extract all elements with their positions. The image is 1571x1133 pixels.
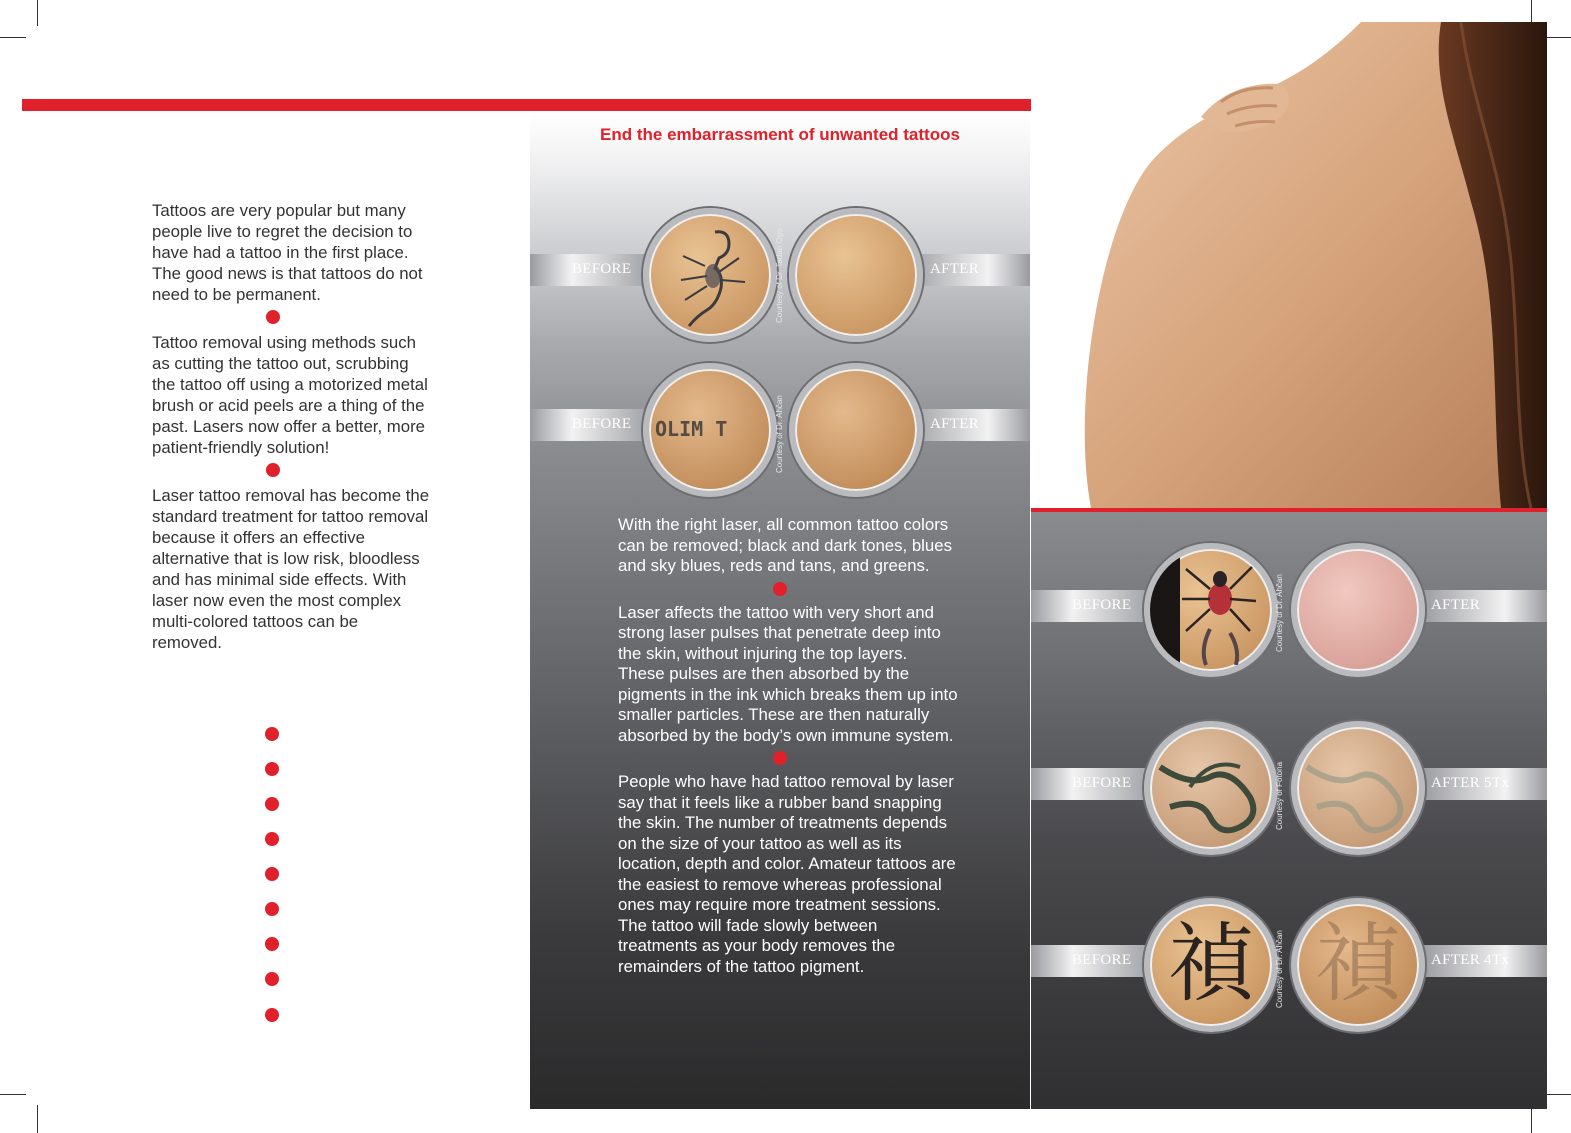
after-band xyxy=(1407,945,1547,977)
after-label: AFTER xyxy=(930,261,980,277)
before-label: BEFORE xyxy=(1072,952,1132,968)
tribal-tattoo-icon xyxy=(1150,727,1272,849)
before-photo xyxy=(1144,543,1278,677)
before-label: BEFORE xyxy=(1072,597,1132,613)
middle-paragraph: With the right laser, all common tattoo colors can be removed; black and dark tones, blues and sky blues, reds and tans, and greens. xyxy=(618,515,952,575)
after-photo xyxy=(1291,543,1425,677)
bullet-dot xyxy=(265,902,279,916)
before-label: BEFORE xyxy=(572,416,632,432)
right-panel xyxy=(1031,508,1547,1109)
bullet-dot xyxy=(265,867,279,881)
crop-mark xyxy=(1531,1105,1532,1133)
before-label: BEFORE xyxy=(1072,775,1132,791)
courtesy-credit: Courtesy of Dr. Ahčan xyxy=(1275,930,1284,1008)
bullet-dot xyxy=(265,937,279,951)
crop-mark xyxy=(0,1094,26,1095)
before-photo xyxy=(643,208,777,342)
lettering-tattoo: OLIM T xyxy=(655,417,728,441)
before-label: BEFORE xyxy=(572,261,632,277)
courtesy-credit: Courtesy of Dr. Tadao Ogo xyxy=(775,228,784,323)
crop-mark xyxy=(1545,1094,1571,1095)
bullet-dot xyxy=(265,832,279,846)
middle-text xyxy=(618,515,958,977)
after-label: AFTER 5Tx xyxy=(1431,775,1510,791)
bullet-dot xyxy=(265,972,279,986)
bullet-dot xyxy=(773,751,787,765)
top-red-bar xyxy=(22,99,1127,111)
before-photo xyxy=(643,363,777,497)
middle-paragraph: People who have had tattoo removal by laser say that it feels like a rubber band snapping the skin. The number of treatments depends on the size of your tattoo as well as its location, depth and color. Amateur tattoos are the easiest to remove whereas professional ones may require more treatment sessions. The tattoo will fade slowly between treatments as your body removes the remainders of the tattoo pigment. xyxy=(618,772,956,976)
middle-paragraph: Laser affects the tattoo with very short and strong laser pulses that penetrate deep into the skin, without injuring the top layers. These pulses are then absorbed by the pigments in the ink which breaks them up into smaller particles. These are then naturally absorbed by the body’s own immune system. xyxy=(618,602,958,745)
crop-mark xyxy=(37,1105,38,1133)
bullet-dot xyxy=(773,582,787,596)
bullet-dot xyxy=(265,1008,279,1022)
left-paragraph: Tattoos are very popular but many people live to regret the decision to have had a tattoo in the first place. The good news is that tattoos do not need to be permanent. xyxy=(152,201,423,304)
middle-panel xyxy=(530,113,1030,1109)
courtesy-credit: Courtesy of Fotona xyxy=(1275,761,1284,830)
crop-mark xyxy=(37,0,38,26)
courtesy-credit: Courtesy of Dr. Ahčan xyxy=(1275,574,1284,652)
woman-back-illustration xyxy=(1031,22,1547,508)
bullet-dot xyxy=(266,310,280,324)
spider-tattoo-icon xyxy=(1150,549,1272,671)
left-paragraph: Tattoo removal using methods such as cutting the tattoo out, scrubbing the tattoo off using a motorized metal brush or acid peels are a thing of the past. Lasers now offer a better, more patient-friendly solution! xyxy=(152,333,428,457)
bullet-dot xyxy=(266,463,280,477)
after-label: AFTER 4Tx xyxy=(1431,952,1510,968)
after-photo xyxy=(1291,721,1425,855)
after-band xyxy=(1407,768,1547,800)
kanji-tattoo: 禎 xyxy=(1168,914,1254,1014)
after-photo xyxy=(1291,898,1425,1032)
after-photo xyxy=(789,363,923,497)
faded-kanji-tattoo: 禎 xyxy=(1315,914,1401,1014)
faded-tattoo-icon xyxy=(1297,727,1419,849)
after-label: AFTER xyxy=(930,416,980,432)
before-photo xyxy=(1144,898,1278,1032)
crop-mark xyxy=(0,37,26,38)
bullet-dot xyxy=(265,797,279,811)
bullet-dot xyxy=(265,762,279,776)
courtesy-credit: Courtesy of Dr. Ahčan xyxy=(775,395,784,473)
headline: End the embarrassment of unwanted tattoos xyxy=(600,125,960,144)
after-label: AFTER xyxy=(1431,597,1481,613)
shoulder-photo xyxy=(1031,22,1547,508)
left-paragraph: Laser tattoo removal has become the standard treatment for tattoo removal because it offers an effective alternative that is low risk, bloodless and has minimal side effects. With laser now even the most complex multi-colored tattoos can be removed. xyxy=(152,486,430,652)
after-photo xyxy=(789,208,923,342)
bullet-dot xyxy=(265,727,279,741)
scorpion-tattoo-icon xyxy=(649,214,771,336)
before-photo xyxy=(1144,721,1278,855)
left-column xyxy=(152,200,432,653)
crop-mark xyxy=(1545,37,1571,38)
after-band xyxy=(1407,590,1547,622)
